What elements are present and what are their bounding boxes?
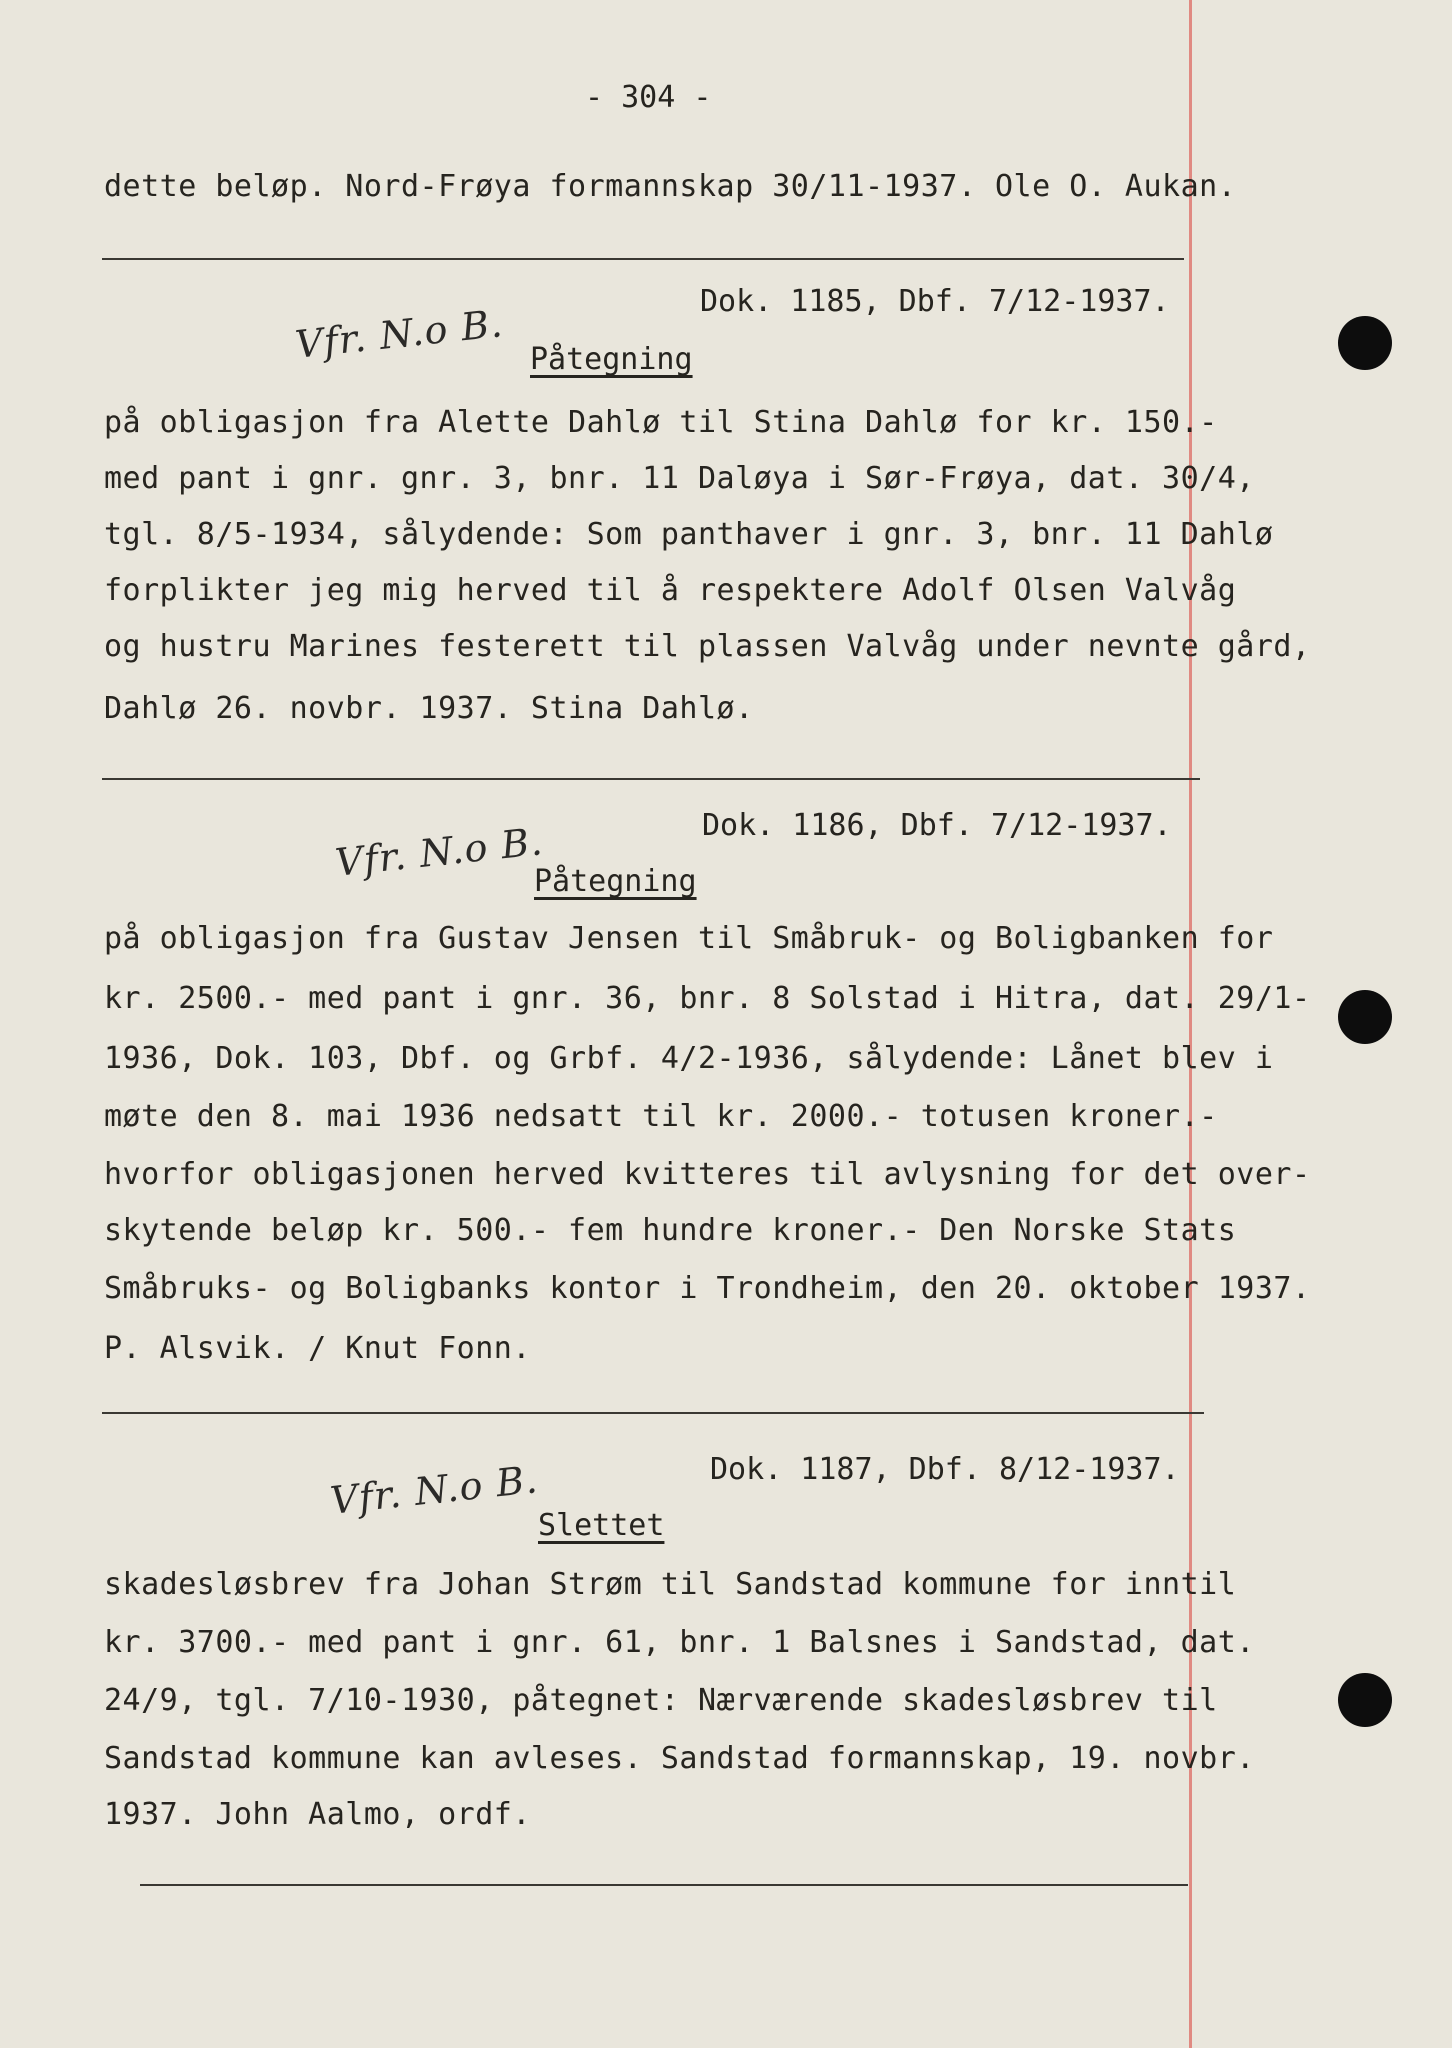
text-line: med pant i gnr. gnr. 3, bnr. 11 Daløya i Sør-Frøya, dat. 30/4, xyxy=(104,461,1255,496)
divider xyxy=(102,258,1184,260)
text-line: møte den 8. mai 1936 nedsatt til kr. 2000.- totusen kroner.- xyxy=(104,1099,1218,1134)
text-line: Sandstad kommune kan avleses. Sandstad formannskap, 19. novbr. xyxy=(104,1741,1255,1776)
text-line: skadesløsbrev fra Johan Strøm til Sandstad kommune for inntil xyxy=(104,1567,1237,1602)
text-line: P. Alsvik. / Knut Fonn. xyxy=(104,1331,531,1366)
text-line: Småbruks- og Boligbanks kontor i Trondheim, den 20. oktober 1937. xyxy=(104,1271,1311,1306)
text-line: forplikter jeg mig herved til å respektere Adolf Olsen Valvåg xyxy=(104,573,1237,608)
punch-hole-top xyxy=(1338,316,1392,370)
punch-hole-middle xyxy=(1338,990,1392,1044)
text-line: på obligasjon fra Alette Dahlø til Stina Dahlø for kr. 150.- xyxy=(104,405,1218,440)
entry-reference: Dok. 1187, Dbf. 8/12-1937. xyxy=(710,1452,1180,1487)
divider xyxy=(102,1412,1204,1414)
punch-hole-bottom xyxy=(1338,1673,1392,1727)
text-line: og hustru Marines festerett til plassen Valvåg under nevnte gård, xyxy=(104,629,1311,664)
margin-note: Vfr. N.o B. xyxy=(333,819,546,885)
entry-heading: Påtegning xyxy=(534,864,697,899)
entry-reference: Dok. 1185, Dbf. 7/12-1937. xyxy=(700,284,1170,319)
margin-note: Vfr. N.o B. xyxy=(328,1457,541,1523)
text-line: skytende beløp kr. 500.- fem hundre kroner.- Den Norske Stats xyxy=(104,1213,1237,1248)
entry-heading: Slettet xyxy=(538,1508,665,1543)
page-number: - 304 - xyxy=(585,80,712,115)
text-line: hvorfor obligasjonen herved kvitteres til avlysning for det over- xyxy=(104,1157,1311,1192)
top-line: dette beløp. Nord-Frøya formannskap 30/11-1937. Ole O. Aukan. xyxy=(104,169,1237,204)
divider xyxy=(140,1884,1188,1886)
entry-heading: Påtegning xyxy=(530,342,693,377)
text-line: tgl. 8/5-1934, sålydende: Som panthaver i gnr. 3, bnr. 11 Dahlø xyxy=(104,517,1274,552)
divider xyxy=(102,778,1200,780)
text-line: kr. 3700.- med pant i gnr. 61, bnr. 1 Balsnes i Sandstad, dat. xyxy=(104,1625,1255,1660)
text-line: 1936, Dok. 103, Dbf. og Grbf. 4/2-1936, sålydende: Lånet blev i xyxy=(104,1041,1274,1076)
text-line: på obligasjon fra Gustav Jensen til Småbruk- og Boligbanken for xyxy=(104,921,1274,956)
entry-reference: Dok. 1186, Dbf. 7/12-1937. xyxy=(702,808,1172,843)
text-line: kr. 2500.- med pant i gnr. 36, bnr. 8 Solstad i Hitra, dat. 29/1- xyxy=(104,981,1311,1016)
text-line: Dahlø 26. novbr. 1937. Stina Dahlø. xyxy=(104,691,754,726)
text-line: 1937. John Aalmo, ordf. xyxy=(104,1797,531,1832)
text-line: 24/9, tgl. 7/10-1930, påtegnet: Nærværende skadesløsbrev til xyxy=(104,1683,1218,1718)
margin-note: Vfr. N.o B. xyxy=(293,301,506,367)
